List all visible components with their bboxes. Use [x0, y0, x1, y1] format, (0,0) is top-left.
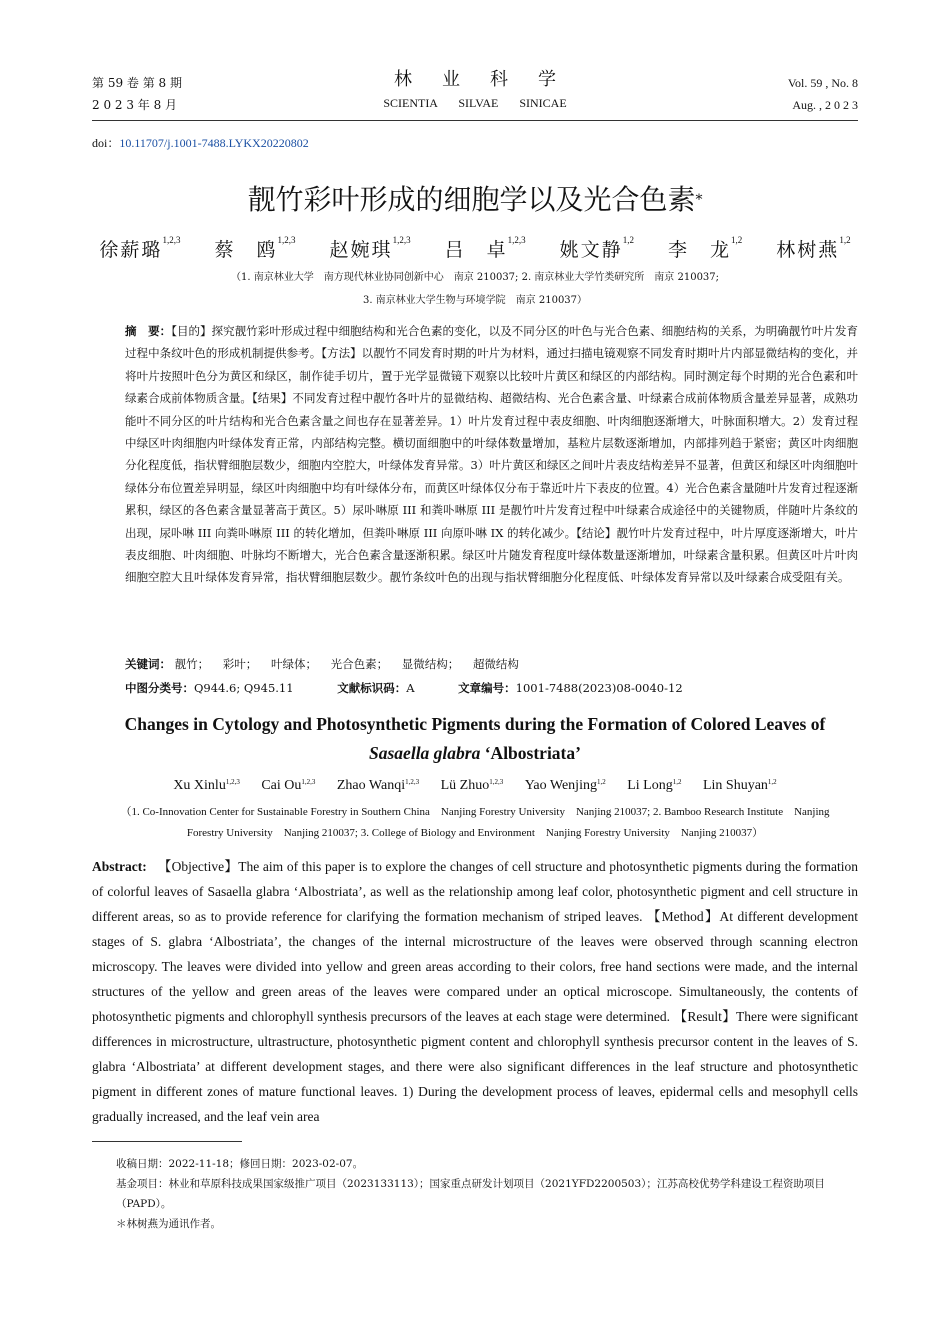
- affiliation-line-en: （1. Co-Innovation Center for Sustainable Forestry in Southern China Nanjing Forestry University Nanjing 210037; 2. Bamboo Research Institute Nanjing: [120, 806, 830, 818]
- volume-issue-en: Vol. 59 , No. 8: [787, 76, 858, 90]
- affiliation-line: 3. 南京林业大学生物与环境学院 南京 210037）: [362, 295, 588, 306]
- journal-name: [92, 68, 858, 114]
- abstract-text-cn: 【目的】探究靓竹彩叶形成过程中细胞结构和光合色素的变化，以及不同分区的叶色与光合色素、细胞结构的关系，为明确靓竹叶片发育过程中条纹叶色的形成机制提供参考。【方法】以靓竹不同发育时期的叶片为材料，通过扫描电镜观察不同发育时期叶片内部显微结构的变化，并将叶片按照叶色分为黄区和绿区，制作徒手切片，置于光学显微镜下观察以比较叶片黄区和绿区的内部结构。同时测定每个时期的光合色素和叶绿素合成前体物质含量。【结果】不同发育过程中靓竹各叶片的显微结构、超微结构、光合色素含量、叶绿素合成前体物质含量差异显著，成熟功能叶不同分区的叶片结构和光合色素含量之间也存在显著差异。1）叶片发育过程中表皮细胞、叶肉细胞逐渐增大，叶脉面积增大。2）发育过程中绿区叶肉细胞内叶绿体发育正常，内部结构完整。横切面细胞中的叶绿体数量增加，基粒片层数逐渐增加，内部排列趋于紧密；黄区叶肉细胞分化程度低，指状臂细胞层数少，细胞内空腔大，叶绿体发育异常。3）叶片黄区和绿区之间叶片表皮结构差异不显著，但黄区和绿区叶肉细胞叶绿体分布位置差异明显，绿区叶肉细胞中均有叶绿体分布，而黄区叶绿体仅分布于靠近叶片下表皮的位置。4）光合色素含量随叶片发育过程逐渐累积，绿区的各色素含量显著高于黄区。5）尿卟啉原 III 和粪卟啉原 III 是靓竹叶片发育过程中叶绿素合成途径中的关键物质，伴随叶片条纹的出现，尿卟啉 III 向粪卟啉原 III 的转化增加，但粪卟啉原 III 向原卟啉 IX 的转化减少。【结论】靓竹叶片发育过程中，叶片厚度逐渐增大，叶片表皮细胞、叶肉细胞、叶脉均不断增大，光合色素含量逐渐积累。绿区叶片随发育程度叶绿体数量逐渐增加，叶绿素含量积累。但黄区叶片叶肉细胞空腔大且叶绿体发育异常，指状臂细胞层数少。靓竹条纹叶色的出现与指状臂细胞分化程度低、叶绿体发育异常以及叶绿素合成受阻有关。: [125, 324, 859, 585]
- keyword: 靓竹；: [174, 657, 210, 671]
- author-cn: 李 龙$^{1,2}$: [667, 235, 743, 261]
- keyword: 彩叶；: [222, 657, 258, 671]
- volume-issue-cn: 第 59 卷 第 8 期: [92, 76, 182, 90]
- author-cn: 蔡 鸥$^{1,2,3}$: [214, 235, 296, 261]
- affiliations-cn: [60, 266, 890, 312]
- author-en: Yao Wenjing$^{1,2}$: [524, 778, 606, 793]
- abstract-label-cn: 摘 要：: [125, 324, 172, 338]
- author-cn: 林树燕$^{1,2}$: [776, 235, 851, 261]
- clc-number: 中图分类号：Q944.6; Q945.11: [125, 681, 294, 695]
- title-text: 靓竹彩叶形成的细胞学以及光合色素: [247, 183, 696, 216]
- author-cn: 吕 卓$^{1,2,3}$: [444, 235, 526, 261]
- affiliations-en: [95, 802, 855, 844]
- author-list-cn: [60, 235, 890, 262]
- author-en: Zhao Wanqi$^{1,2,3}$: [336, 778, 420, 793]
- document-code: 文献标识码：A: [337, 681, 415, 695]
- abstract-text-en: 【Objective】The aim of this paper is to explore the changes of cell structure and photosynthetic pigments during the formation of colorful leaves of Sasaella glabra ‘Albostriata’, as well as the relationship among leaf color, photosynthetic pigment and cell structure in different areas, so as to provide reference for clarifying the formation mechanism of striped leaves. 【Method】At different development stages of S. glabra ‘Albostriata’, the changes of the internal microstructure of the leaves were observed through scanning electron microscopy. The leaves were divided into yellow and green areas according to their colors, free hand sections were made, and the internal structures of the yellow and green areas of the leaves were compared under an optical microscope. Simultaneously, the contents of photosynthetic pigments and chlorophyll synthesis precursors of the leaves at each stage were determined. 【Result】There were significant differences in microstructure, ultrastructure, photosynthetic pigment content and chlorophyll synthesis precursor content in the leaves of S. glabra ‘Albostriata’ at different development stages, and there were also significant differences in the leaf structure and photosynthetic pigment in different zones of mature functional leaves. 1) During the development process of leaves, epidermal cells and mesophyll cells gradually increased, and the leaf vein area: [92, 859, 859, 1124]
- species-name: Sasaella glabra: [369, 743, 481, 763]
- doi-label: doi：: [92, 136, 120, 150]
- author-cn: 徐薪璐$^{1,2,3}$: [99, 235, 181, 261]
- title-en-line1: Changes in Cytology and Photosynthetic Pigments during the Formation of Colored Leaves of: [124, 714, 826, 734]
- keyword: 叶绿体；: [270, 657, 317, 671]
- keyword: 超微结构: [472, 657, 519, 671]
- author-en: Li Long$^{1,2}$: [627, 778, 682, 793]
- issue-info-en: [788, 72, 858, 116]
- author-cn: 赵婉琪$^{1,2,3}$: [329, 235, 411, 261]
- footnote-rule: [92, 1141, 242, 1142]
- header-rule: [92, 120, 858, 121]
- affiliation-line: （1. 南京林业大学 南方现代林业协同创新中心 南京 210037; 2. 南京林业大学竹类研究所 南京 210037;: [230, 272, 720, 283]
- cultivar-name: ‘Albostriata’: [480, 743, 581, 763]
- author-en: Lü Zhuo$^{1,2,3}$: [440, 778, 504, 793]
- classification-line: [125, 680, 858, 696]
- footnote-received: 收稿日期：2022-11-18；修回日期：2023-02-07。: [116, 1158, 364, 1170]
- author-en: Lin Shuyan$^{1,2}$: [702, 778, 777, 793]
- footnote-fund: 基金项目：林业和草原科技成果国家级推广项目（2023133113）；国家重点研发计划项目（2021YFD2200503）；江苏高校优势学科建设工程资助项目（PAPD）。: [116, 1178, 825, 1210]
- author-cn: 姚文静$^{1,2}$: [559, 235, 634, 261]
- date-cn: 2 0 2 3 年 8 月: [92, 98, 178, 112]
- keyword: 显微结构；: [401, 657, 460, 671]
- article-number: 文章编号：1001-7488(2023)08-0040-12: [458, 681, 683, 695]
- paper-title-en: [60, 710, 890, 768]
- author-en: Xu Xinlu$^{1,2,3}$: [173, 778, 240, 793]
- journal-name-cn: 林业科学: [394, 69, 586, 90]
- journal-name-en: SCIENTIA SILVAE SINICAE: [383, 96, 567, 110]
- doi-line: [92, 134, 309, 151]
- abstract-cn: [125, 320, 858, 589]
- keyword: 光合色素；: [330, 657, 389, 671]
- paper-title-cn: [60, 180, 890, 220]
- author-en: Cai Ou$^{1,2,3}$: [261, 778, 316, 793]
- date-en: Aug. , 2 0 2 3: [792, 98, 858, 112]
- keywords-label: 关键词：: [125, 657, 171, 671]
- running-header: [92, 68, 858, 116]
- affiliation-line-en: Forestry University Nanjing 210037; 3. College of Biology and Environment Nanjing Forestry University Nanjing 210037）: [186, 827, 764, 839]
- title-en-line2: [60, 739, 890, 768]
- keywords-cn: [125, 656, 858, 672]
- abstract-label-en: Abstract:: [92, 859, 147, 874]
- author-list-en: [60, 778, 890, 794]
- abstract-en: [92, 854, 858, 1129]
- footnote-corresponding: ＊林树燕为通讯作者。: [116, 1218, 221, 1230]
- doi-link[interactable]: 10.11707/j.1001-7488.LYKX20220802: [119, 136, 309, 150]
- title-footnote-mark: *: [695, 192, 703, 208]
